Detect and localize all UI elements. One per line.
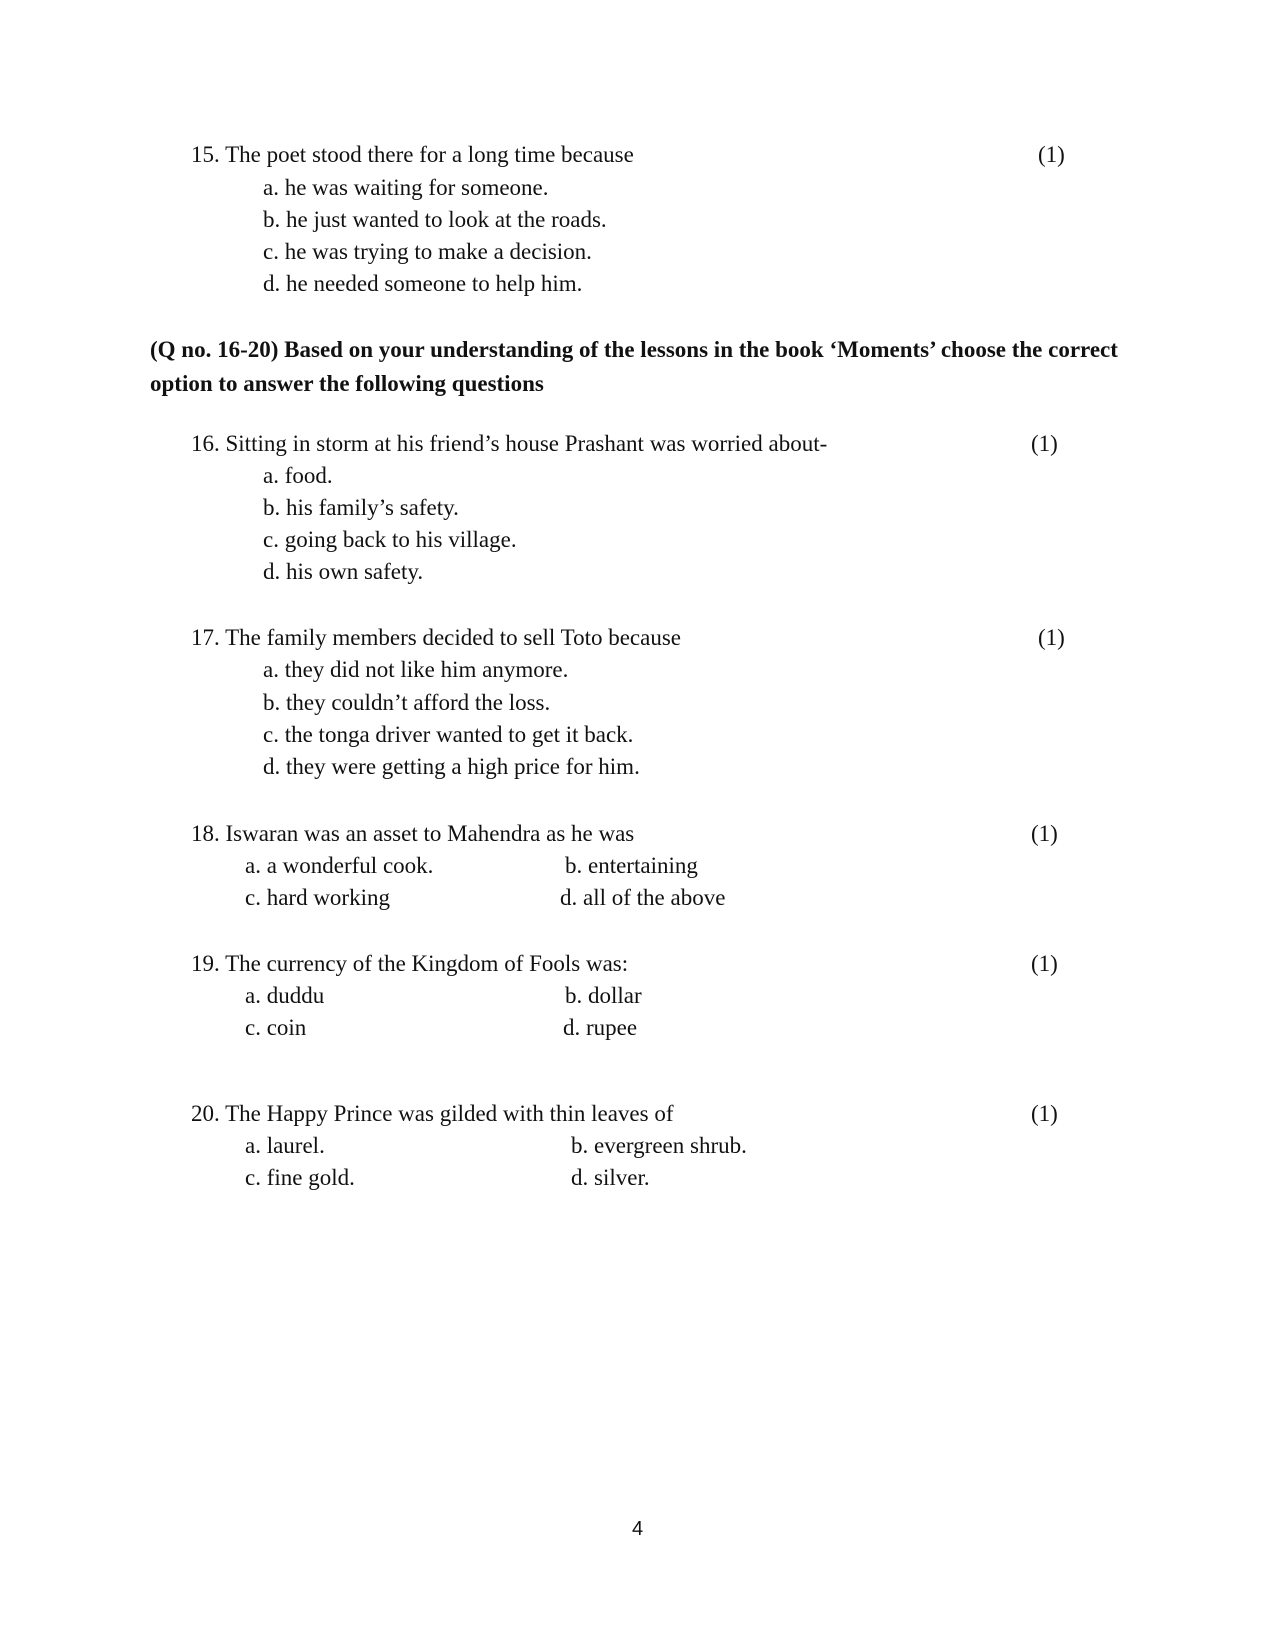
question-number: 16. [191, 431, 220, 456]
option-c: c. he was trying to make a decision. [263, 239, 592, 264]
option-c: c. fine gold. [245, 1165, 355, 1190]
option-a: a. a wonderful cook. [245, 853, 434, 878]
question-text: The poet stood there for a long time because [225, 142, 634, 167]
marks-label: (1) [1031, 951, 1058, 976]
option-a: a. food. [263, 463, 333, 488]
question-number: 15. [191, 142, 220, 167]
option-d: d. they were getting a high price for him. [263, 754, 640, 779]
question-number: 18. [191, 821, 220, 846]
option-a: a. they did not like him anymore. [263, 657, 569, 682]
option-b: b. they couldn’t afford the loss. [263, 690, 551, 715]
option-a: a. duddu [245, 983, 325, 1008]
option-b: b. dollar [565, 983, 642, 1008]
question-text: Iswaran was an asset to Mahendra as he was [225, 821, 635, 846]
question-text: The family members decided to sell Toto because [225, 625, 681, 650]
question-19-stem [191, 950, 628, 978]
page-number: 4 [631, 1518, 644, 1540]
question-17-stem [191, 624, 681, 652]
question-20-stem [191, 1100, 673, 1128]
option-d: d. rupee [563, 1015, 638, 1040]
question-number: 20. [191, 1101, 220, 1126]
option-c: c. the tonga driver wanted to get it back. [263, 722, 634, 747]
option-d: d. all of the above [560, 885, 726, 910]
option-b: b. he just wanted to look at the roads. [263, 207, 607, 232]
option-b: b. his family’s safety. [263, 495, 459, 520]
option-d: d. he needed someone to help him. [263, 271, 583, 296]
question-number: 19. [191, 951, 220, 976]
marks-label: (1) [1031, 431, 1058, 456]
question-number: 17. [191, 625, 220, 650]
marks-label: (1) [1031, 1101, 1058, 1126]
option-c: c. hard working [245, 885, 390, 910]
marks-label: (1) [1038, 142, 1065, 167]
marks-label: (1) [1038, 625, 1065, 650]
section-heading: (Q no. 16-20) Based on your understanding of the lessons in the book ‘Moments’ choose the correct option to answer the following questions [150, 337, 1118, 396]
question-text: The currency of the Kingdom of Fools was: [225, 951, 629, 976]
question-15-stem [191, 141, 634, 169]
option-c: c. going back to his village. [263, 527, 517, 552]
option-b: b. entertaining [565, 853, 698, 878]
question-16-stem [191, 430, 827, 458]
question-18-stem [191, 820, 634, 848]
question-text: The Happy Prince was gilded with thin leaves of [225, 1101, 674, 1126]
option-c: c. coin [245, 1015, 307, 1040]
option-a: a. laurel. [245, 1133, 325, 1158]
marks-label: (1) [1031, 821, 1058, 846]
option-b: b. evergreen shrub. [571, 1133, 747, 1158]
question-text: Sitting in storm at his friend’s house Prashant was worried about- [225, 431, 828, 456]
option-a: a. he was waiting for someone. [263, 175, 549, 200]
option-d: d. silver. [571, 1165, 650, 1190]
option-d: d. his own safety. [263, 559, 424, 584]
